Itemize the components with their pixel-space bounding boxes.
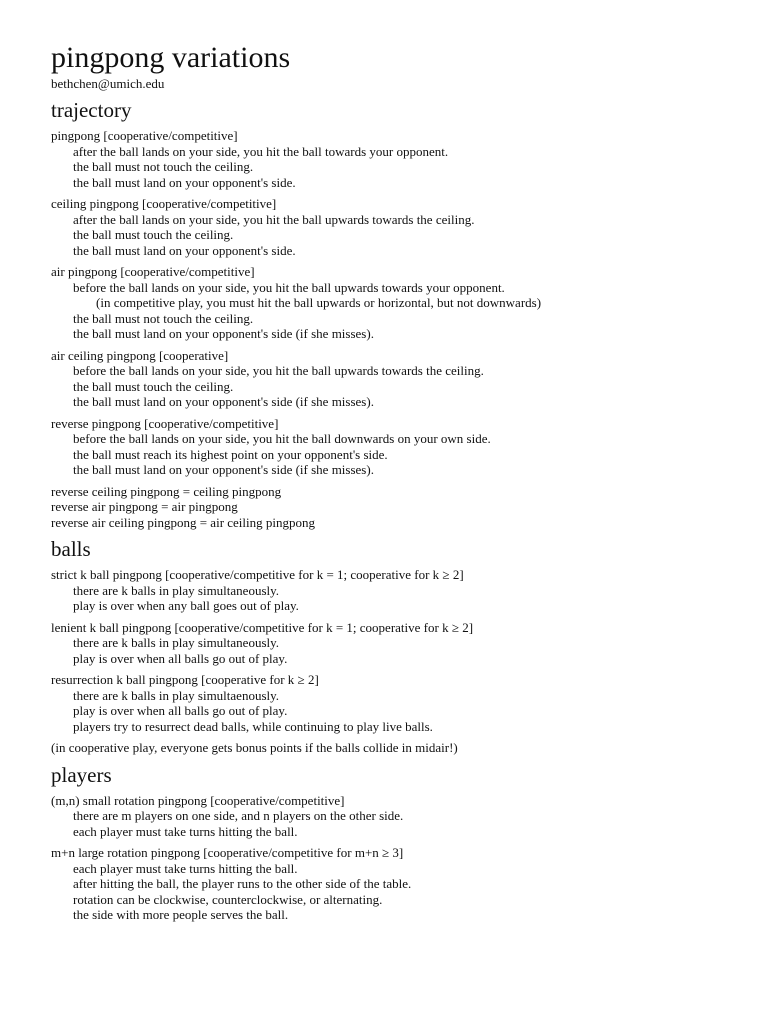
entry-title-line: air pingpong [cooperative/competitive] xyxy=(51,264,255,279)
entry-rule-line: after the ball lands on your side, you hit the ball towards your opponent. xyxy=(73,143,449,159)
entry-title-line: (m,n) small rotation pingpong [cooperative/competitive] xyxy=(51,792,345,808)
entry-rule-line: each player must take turns hitting the ball. xyxy=(73,860,298,876)
entry xyxy=(51,264,751,342)
entry xyxy=(51,567,751,614)
entry-rule-line: there are k balls in play simultaenously. xyxy=(73,687,280,703)
author-email: bethchen@umich.edu xyxy=(51,76,165,91)
entry-title-line: strict k ball pingpong [cooperative/competitive for k = 1; cooperative for k ≥ 2] xyxy=(51,567,464,582)
entry-title-line: (in cooperative play, everyone gets bonus points if the balls collide in midair!) xyxy=(51,740,458,755)
entry-rule-line: before the ball lands on your side, you hit the ball upwards towards your opponent. xyxy=(73,279,505,295)
entry xyxy=(51,416,751,478)
entry-title-line: reverse pingpong [cooperative/competitive] xyxy=(51,415,279,431)
entry xyxy=(51,845,751,923)
entry xyxy=(51,740,751,756)
entry-rule-line: the ball must reach its highest point on your opponent's side. xyxy=(73,446,388,462)
entry-title-line: reverse air ceiling pingpong = air ceiling pingpong xyxy=(51,514,316,530)
entry-title-line: air ceiling pingpong [cooperative] xyxy=(51,347,229,363)
entry-rule-line: the ball must land on your opponent's side. xyxy=(73,174,296,190)
entry-rule-line: the ball must touch the ceiling. xyxy=(73,227,234,242)
entry xyxy=(51,672,751,734)
entry-rule-line: the ball must land on your opponent's side (if she misses). xyxy=(73,326,374,341)
entry-title-line: reverse ceiling pingpong = ceiling pingpong xyxy=(51,483,282,499)
entry-rule-line: players try to resurrect dead balls, while continuing to play live balls. xyxy=(73,718,433,734)
entry-rule-line: the ball must land on your opponent's side (if she misses). xyxy=(73,394,374,409)
section-trajectory xyxy=(51,97,751,530)
entry-rule-line: the ball must land on your opponent's side (if she misses). xyxy=(73,462,374,477)
entry xyxy=(51,484,751,531)
entry-title-line: resurrection k ball pingpong [cooperative for k ≥ 2] xyxy=(51,672,319,687)
entry-rule-line: the side with more people serves the ball. xyxy=(73,907,289,922)
entry xyxy=(51,128,751,190)
document xyxy=(51,40,751,929)
entry-rule-line: there are k balls in play simultaneously. xyxy=(73,582,280,598)
entry xyxy=(51,620,751,667)
entry-rule-line: after hitting the ball, the player runs to the other side of the table. xyxy=(73,876,412,891)
entry-rule-line: play is over when all balls go out of play. xyxy=(73,703,288,718)
entry-title-line: reverse air pingpong = air pingpong xyxy=(51,499,238,514)
entry-rule-line: rotation can be clockwise, counterclockwise, or alternating. xyxy=(73,891,383,907)
entry-rule-line: before the ball lands on your side, you hit the ball upwards towards the ceiling. xyxy=(73,363,484,378)
entry-title-line: m+n large rotation pingpong [cooperative/competitive for m+n ≥ 3] xyxy=(51,845,404,860)
entry-rule-line: after the ball lands on your side, you hit the ball upwards towards the ceiling. xyxy=(73,211,475,227)
section-balls xyxy=(51,536,751,756)
entry-rule-line: (in competitive play, you must hit the ball upwards or horizontal, but not downwards) xyxy=(96,295,542,310)
sections-container xyxy=(51,97,751,923)
entry-title-line: ceiling pingpong [cooperative/competitive] xyxy=(51,196,277,211)
entry xyxy=(51,348,751,410)
section-players xyxy=(51,762,751,923)
entry-rule-line: each player must take turns hitting the ball. xyxy=(73,823,298,839)
entry-rule-line: the ball must not touch the ceiling. xyxy=(73,310,254,326)
entry-title-line: lenient k ball pingpong [cooperative/competitive for k = 1; cooperative for k ≥ 2] xyxy=(51,619,474,635)
entry-rule-line: there are k balls in play simultaneously. xyxy=(73,635,280,650)
section-heading: trajectory xyxy=(51,98,132,122)
entry-rule-line: there are m players on one side, and n players on the other side. xyxy=(73,808,404,823)
section-heading: balls xyxy=(51,537,91,561)
entry-rule-line: before the ball lands on your side, you hit the ball downwards on your own side. xyxy=(73,431,491,446)
entry-rule-line: the ball must touch the ceiling. xyxy=(73,378,234,394)
section-heading: players xyxy=(51,762,112,787)
entry-rule-line: play is over when any ball goes out of play. xyxy=(73,598,299,613)
entry-title-line: pingpong [cooperative/competitive] xyxy=(51,128,238,143)
entry-rule-line: the ball must not touch the ceiling. xyxy=(73,159,254,174)
entry xyxy=(51,196,751,258)
entry xyxy=(51,793,751,840)
page-title: pingpong variations xyxy=(51,41,291,74)
entry-rule-line: play is over when all balls go out of play. xyxy=(73,650,288,666)
entry-rule-line: the ball must land on your opponent's side. xyxy=(73,242,296,258)
